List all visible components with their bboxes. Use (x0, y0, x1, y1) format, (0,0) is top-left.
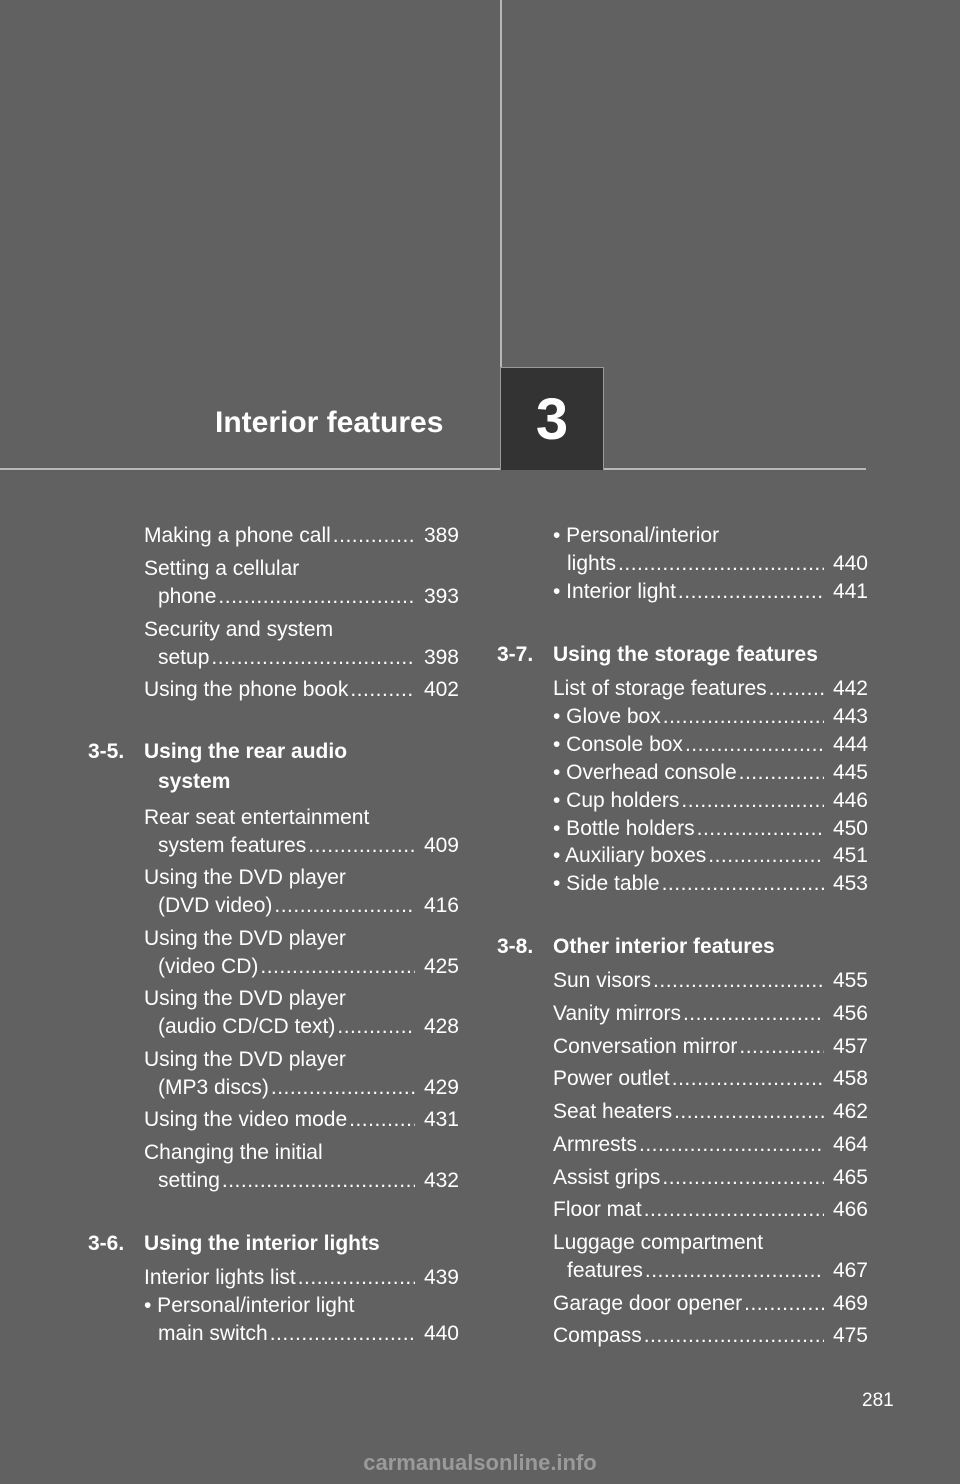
leader-dots (337, 1013, 415, 1041)
leader-dots (653, 967, 824, 995)
leader-dots (708, 842, 824, 870)
toc-entry[interactable] (553, 703, 868, 731)
leader-dots (349, 1106, 415, 1134)
section-number: 3-8. (497, 935, 534, 958)
toc-entry-label: • Glove box (553, 705, 661, 728)
leader-dots (685, 731, 824, 759)
toc-entry[interactable] (144, 676, 459, 704)
toc-entry[interactable] (553, 731, 868, 759)
toc-page-number: 453 (832, 872, 868, 895)
leader-dots (644, 1322, 824, 1350)
toc-entry-label: Using the DVD player (144, 1048, 346, 1071)
toc-page-number: 456 (832, 1002, 868, 1025)
toc-entry[interactable] (553, 870, 868, 898)
leader-dots (211, 644, 415, 672)
toc-entry[interactable] (144, 925, 459, 981)
toc-entry-label: (MP3 discs) (158, 1076, 269, 1099)
toc-page-number: 416 (423, 894, 459, 917)
toc-page-number: 451 (832, 844, 868, 867)
toc-entry-label: Using the phone book (144, 678, 349, 701)
toc-entry-label: Interior lights list (144, 1266, 296, 1289)
leader-dots (662, 870, 824, 898)
leader-dots (662, 1164, 824, 1192)
toc-page-number: 465 (832, 1166, 868, 1189)
toc-entry-label: Using the video mode (144, 1108, 348, 1131)
leader-dots (222, 1167, 415, 1195)
toc-page-number: 425 (423, 955, 459, 978)
toc-entry-label: Rear seat entertainment (144, 806, 370, 829)
section-title: Using the interior lights (144, 1232, 380, 1255)
toc-entry[interactable] (553, 1229, 868, 1285)
toc-page-number: 440 (832, 552, 868, 575)
leader-dots (333, 522, 415, 550)
leader-dots (645, 1257, 824, 1285)
toc-entry-label: setting (158, 1169, 220, 1192)
leader-dots (672, 1065, 824, 1093)
leader-dots (769, 675, 824, 703)
toc-entry-label: main switch (158, 1322, 268, 1345)
watermark: carmanualsonline.info (363, 1450, 597, 1475)
toc-page-number: 450 (832, 817, 868, 840)
toc-entry-label: • Overhead console (553, 761, 737, 784)
toc-page-number: 444 (832, 733, 868, 756)
toc-page-number: 428 (423, 1015, 459, 1038)
toc-entry-label: Conversation mirror (553, 1035, 738, 1058)
toc-entry[interactable] (553, 842, 868, 870)
toc-entry-label: (video CD) (158, 955, 259, 978)
toc-page-number: 441 (832, 580, 868, 603)
toc-entry-label: Changing the initial (144, 1141, 323, 1164)
toc-entry[interactable] (553, 1164, 868, 1192)
leader-dots (260, 953, 415, 981)
chapter-number: 3 (535, 386, 569, 452)
leader-dots (744, 1290, 824, 1318)
leader-dots (663, 703, 824, 731)
toc-entry-label: Power outlet (553, 1067, 670, 1090)
leader-dots (678, 578, 824, 606)
toc-page-number: 402 (423, 678, 459, 701)
toc-entry-label: Compass (553, 1324, 642, 1347)
toc-page-number: 466 (832, 1198, 868, 1221)
toc-entry[interactable] (553, 815, 868, 843)
chapter-number-tab (500, 367, 604, 470)
toc-entry-label: (audio CD/CD text) (158, 1015, 336, 1038)
toc-entry[interactable] (144, 864, 459, 920)
toc-entry[interactable] (553, 1098, 868, 1126)
toc-entry[interactable] (553, 1065, 868, 1093)
toc-entry-label: • Cup holders (553, 789, 680, 812)
toc-entry-label: Setting a cellular (144, 557, 300, 580)
toc-entry[interactable] (144, 1046, 459, 1102)
toc-entry-label: system features (158, 834, 307, 857)
toc-entry-label: Security and system (144, 618, 334, 641)
toc-entry-label: Garage door opener (553, 1292, 743, 1315)
toc-page-number: 440 (423, 1322, 459, 1345)
leader-dots (274, 892, 415, 920)
toc-page-number: 446 (832, 789, 868, 812)
section-title: Using the storage features (553, 643, 818, 666)
toc-entry-label: (DVD video) (158, 894, 273, 917)
toc-entry[interactable] (144, 1292, 459, 1348)
toc-entry[interactable] (553, 522, 868, 578)
toc-page-number: 455 (832, 969, 868, 992)
toc-entry[interactable] (144, 1106, 459, 1134)
toc-entry-label: • Personal/interior light (144, 1294, 355, 1317)
section-number: 3-7. (497, 643, 534, 666)
toc-page-number: 393 (423, 585, 459, 608)
toc-page-number: 445 (832, 761, 868, 784)
toc-entry-label: List of storage features (553, 677, 767, 700)
leader-dots (308, 832, 415, 860)
toc-entry[interactable] (553, 1033, 868, 1061)
toc-page-number: 467 (832, 1259, 868, 1282)
horizontal-divider (0, 468, 866, 470)
toc-entry[interactable] (144, 555, 459, 611)
toc-entry-label: features (567, 1259, 643, 1282)
toc-entry-label: Assist grips (553, 1166, 661, 1189)
toc-entry-label: • Console box (553, 733, 683, 756)
section-title: Other interior features (553, 935, 775, 958)
leader-dots (298, 1264, 415, 1292)
section-number: 3-5. (88, 740, 125, 763)
toc-entry-label: Using the DVD player (144, 927, 346, 950)
toc-entry[interactable] (553, 1322, 868, 1350)
toc-entry[interactable] (553, 578, 868, 606)
toc-entry[interactable] (144, 616, 459, 672)
leader-dots (270, 1320, 415, 1348)
toc-entry-label: Using the DVD player (144, 987, 346, 1010)
toc-entry[interactable] (553, 759, 868, 787)
leader-dots (739, 1033, 824, 1061)
toc-entry-label: Vanity mirrors (553, 1002, 681, 1025)
toc-entry-label: phone (158, 585, 217, 608)
leader-dots (271, 1074, 415, 1102)
toc-entry-label: Luggage compartment (553, 1231, 764, 1254)
toc-entry[interactable] (144, 985, 459, 1041)
leader-dots (644, 1196, 824, 1224)
toc-entry[interactable] (144, 522, 459, 550)
toc-entry-label: • Interior light (553, 580, 676, 603)
toc-entry-label: Floor mat (553, 1198, 642, 1221)
toc-entry[interactable] (144, 804, 459, 860)
toc-page-number: 464 (832, 1133, 868, 1156)
toc-entry-label: • Personal/interior (553, 524, 720, 547)
toc-entry-label: lights (567, 552, 617, 575)
toc-entry-label: setup (158, 646, 210, 669)
toc-entry[interactable] (553, 1131, 868, 1159)
toc-entry[interactable] (144, 1264, 459, 1292)
toc-page-number: 475 (832, 1324, 868, 1347)
toc-entry-label: Seat heaters (553, 1100, 673, 1123)
toc-page-number: 431 (423, 1108, 459, 1131)
section-title: Using the rear audio system (144, 740, 348, 793)
toc-page-number: 439 (423, 1266, 459, 1289)
chapter-title: Interior features (215, 406, 444, 439)
toc-page-number: 462 (832, 1100, 868, 1123)
leader-dots (681, 787, 824, 815)
toc-entry-label: • Side table (553, 872, 660, 895)
toc-entry[interactable] (553, 675, 868, 703)
section-number: 3-6. (88, 1232, 125, 1255)
toc-page-number: 398 (423, 646, 459, 669)
toc-entry-label: Making a phone call (144, 524, 331, 547)
toc-page-number: 469 (832, 1292, 868, 1315)
toc-page-number: 443 (832, 705, 868, 728)
leader-dots (350, 676, 415, 704)
leader-dots (739, 759, 824, 787)
toc-entry-label: • Bottle holders (553, 817, 695, 840)
toc-page-number: 389 (423, 524, 459, 547)
toc-entry[interactable] (553, 967, 868, 995)
leader-dots (639, 1131, 824, 1159)
page-number: 281 (862, 1390, 894, 1411)
leader-dots (218, 583, 415, 611)
toc-page-number: 409 (423, 834, 459, 857)
leader-dots (674, 1098, 824, 1126)
toc-entry[interactable] (553, 1196, 868, 1224)
toc-entry-label: • Auxiliary boxes (553, 844, 707, 867)
toc-entry-label: Armrests (553, 1133, 637, 1156)
toc-page-number: 429 (423, 1076, 459, 1099)
toc-entry-label: Using the DVD player (144, 866, 346, 889)
toc-entry-label: Sun visors (553, 969, 652, 992)
toc-page-number: 458 (832, 1067, 868, 1090)
toc-entry[interactable] (553, 787, 868, 815)
toc-page-number: 457 (832, 1035, 868, 1058)
leader-dots (697, 815, 824, 843)
leader-dots (618, 550, 824, 578)
toc-page-number: 432 (423, 1169, 459, 1192)
toc-entry[interactable] (553, 1290, 868, 1318)
toc-entry[interactable] (144, 1139, 459, 1195)
toc-entry[interactable] (553, 1000, 868, 1028)
toc-page-number: 442 (832, 677, 868, 700)
leader-dots (683, 1000, 824, 1028)
